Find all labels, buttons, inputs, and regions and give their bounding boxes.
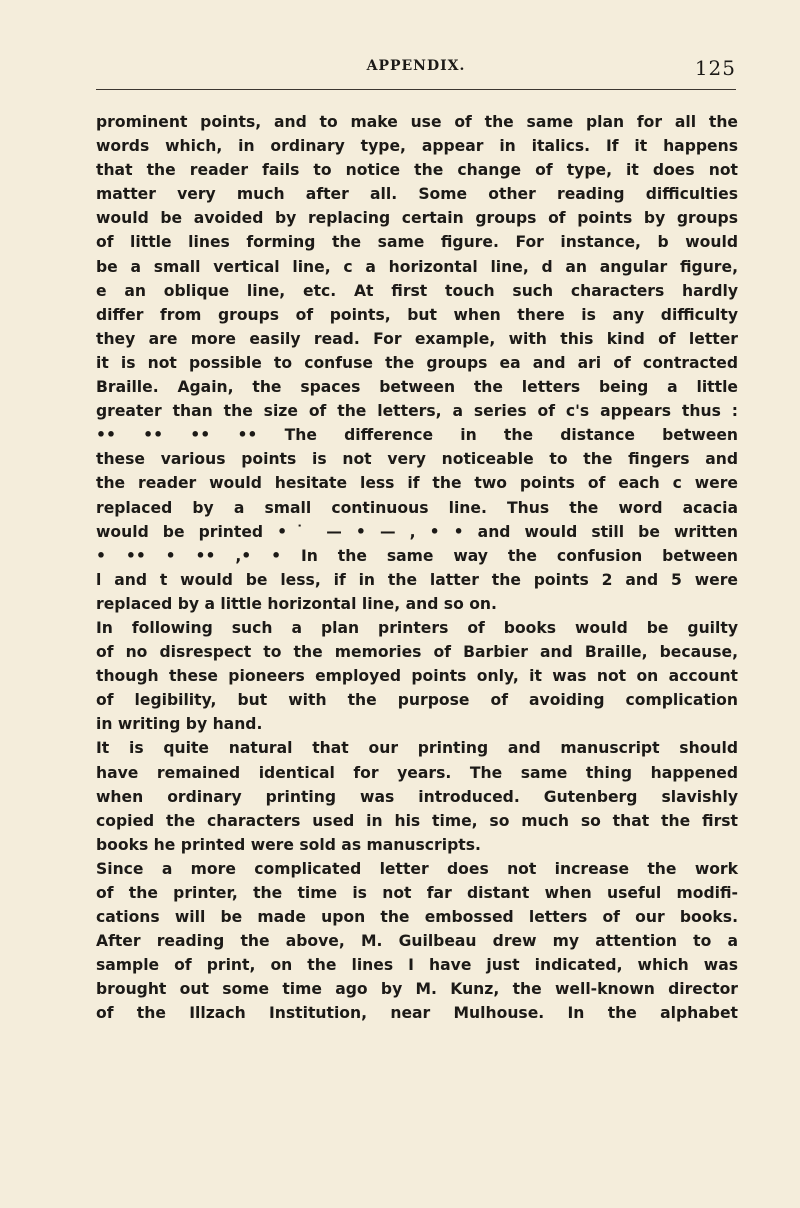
text-line: replaced by a little horizontal line, and so on. (96, 594, 497, 613)
text-line: would be printed •˙ — • — , • • and would still be written (96, 522, 738, 541)
text-line: these various points is not very noticeable to the fingers and (96, 450, 738, 469)
text-line: It is quite natural that our printing and manuscript should (96, 739, 738, 758)
text-line: e an oblique line, etc. At first touch such characters hardly (96, 281, 738, 300)
text-line: matter very much after all. Some other reading difficulties (96, 185, 738, 204)
page-header (96, 58, 736, 88)
text-line: greater than the size of the letters, a series of c's appears thus : (96, 402, 738, 421)
text-line: differ from groups of points, but when there is any difficulty (96, 305, 738, 324)
text-line: prominent points, and to make use of the same plan for all the (96, 113, 738, 131)
text-line: have remained identical for years. The same thing happened (96, 763, 738, 782)
text-line: After reading the above, M. Guilbeau drew my attention to a (96, 932, 738, 951)
text-line: words which, in ordinary type, appear in italics. If it happens (96, 137, 738, 156)
text-line: of little lines forming the same figure. For instance, b would (96, 233, 738, 252)
text-line: replaced by a small continuous line. Thus the word acacia (96, 498, 738, 517)
text-line: of the Illzach Institution, near Mulhouse. In the alphabet (96, 1004, 738, 1023)
text-line: books he printed were sold as manuscripts. (96, 835, 481, 854)
text-line: would be avoided by replacing certain groups of points by groups (96, 209, 738, 228)
text-line: in writing by hand. (96, 715, 263, 734)
text-line: Since a more complicated letter does not increase the work (96, 859, 738, 878)
text-line: • •• • •• ,• • In the same way the confusion between (96, 546, 738, 565)
text-line: l and t would be less, if in the latter the points 2 and 5 were (96, 570, 738, 589)
text-line: •• •• •• •• The difference in the distance between (96, 426, 738, 445)
text-line: In following such a plan printers of books would be guilty (96, 618, 738, 637)
body-text (96, 110, 738, 1026)
header-rule (96, 89, 736, 90)
text-line: when ordinary printing was introduced. Gutenberg slavishly (96, 787, 738, 806)
text-line: the reader would hesitate less if the two points of each c were (96, 474, 738, 493)
running-head: APPENDIX. (366, 58, 466, 74)
text-line: though these pioneers employed points only, it was not on account (96, 667, 738, 686)
text-line: of the printer, the time is not far distant when useful modifi- (96, 884, 738, 902)
text-line: sample of print, on the lines I have just indicated, which was (96, 956, 738, 975)
text-line: copied the characters used in his time, so much so that the first (96, 811, 738, 830)
text-line: brought out some time ago by M. Kunz, the well-known director (96, 980, 738, 999)
text-line: that the reader fails to notice the change of type, it does not (96, 161, 738, 180)
text-line: it is not possible to confuse the groups ea and ari of contracted (96, 353, 738, 372)
text-line: cations will be made upon the embossed letters of our books. (96, 908, 738, 927)
text-line: of legibility, but with the purpose of avoiding complication (96, 691, 738, 710)
text-line: they are more easily read. For example, with this kind of letter (96, 329, 738, 348)
text-line: of no disrespect to the memories of Barbier and Braille, because, (96, 643, 738, 662)
text-line: be a small vertical line, c a horizontal line, d an angular figure, (96, 257, 738, 276)
text-line: Braille. Again, the spaces between the letters being a little (96, 378, 738, 397)
page-number: 125 (694, 56, 736, 80)
